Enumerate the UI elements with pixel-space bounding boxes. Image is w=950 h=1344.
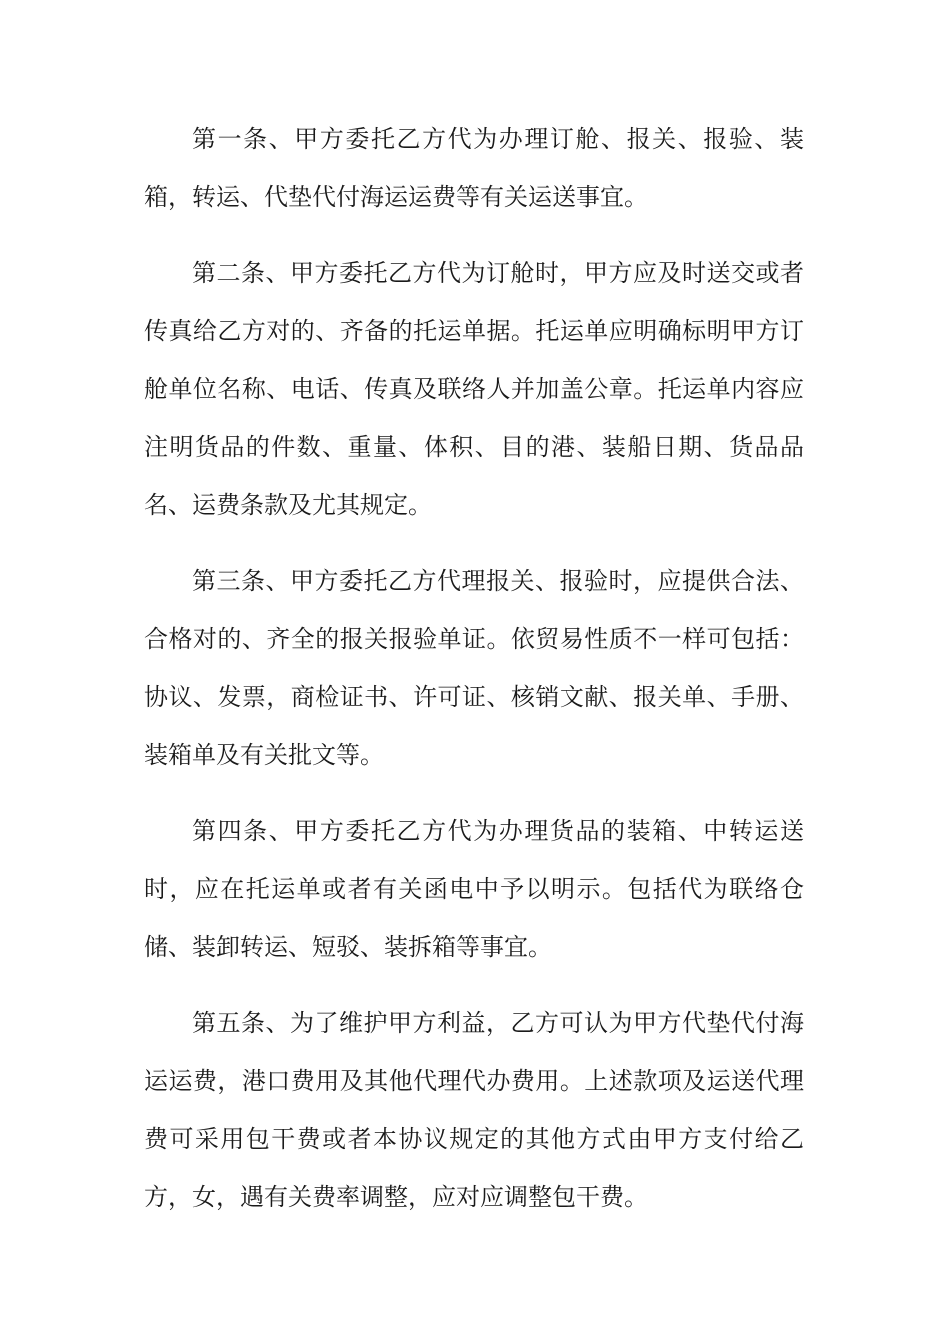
- article-4-paragraph: 第四条、甲方委托乙方代为办理货品的装箱、中转运送时，应在托运单或者有关函电中予以明示。包括代为联络仓储、装卸转运、短驳、装拆箱等事宜。: [144, 817, 804, 961]
- article-5-paragraph: 第五条、为了维护甲方利益，乙方可认为甲方代垫代付海运运费，港口费用及其他代理代办费用。上述款项及运送代理费可采用包干费或者本协议规定的其他方式由甲方支付给乙方，女，遇有关费率调整，应对应调整包干费。: [144, 1009, 804, 1211]
- article-3-paragraph: 第三条、甲方委托乙方代理报关、报验时，应提供合法、合格对的、齐全的报关报验单证。依贸易性质不一样可包括：协议、发票，商检证书、许可证、核销文献、报关单、手册、装箱单及有关批文等。: [144, 567, 804, 769]
- article-2-paragraph: 第二条、甲方委托乙方代为订舱时，甲方应及时送交或者传真给乙方对的、齐备的托运单据。托运单应明确标明甲方订舱单位名称、电话、传真及联络人并加盖公章。托运单内容应注明货品的件数、重量、体积、目的港、装船日期、货品品名、运费条款及尤其规定。: [144, 259, 804, 519]
- article-1-paragraph: 第一条、甲方委托乙方代为办理订舱、报关、报验、装箱，转运、代垫代付海运运费等有关运送事宜。: [144, 125, 804, 211]
- contract-body: [144, 110, 804, 1244]
